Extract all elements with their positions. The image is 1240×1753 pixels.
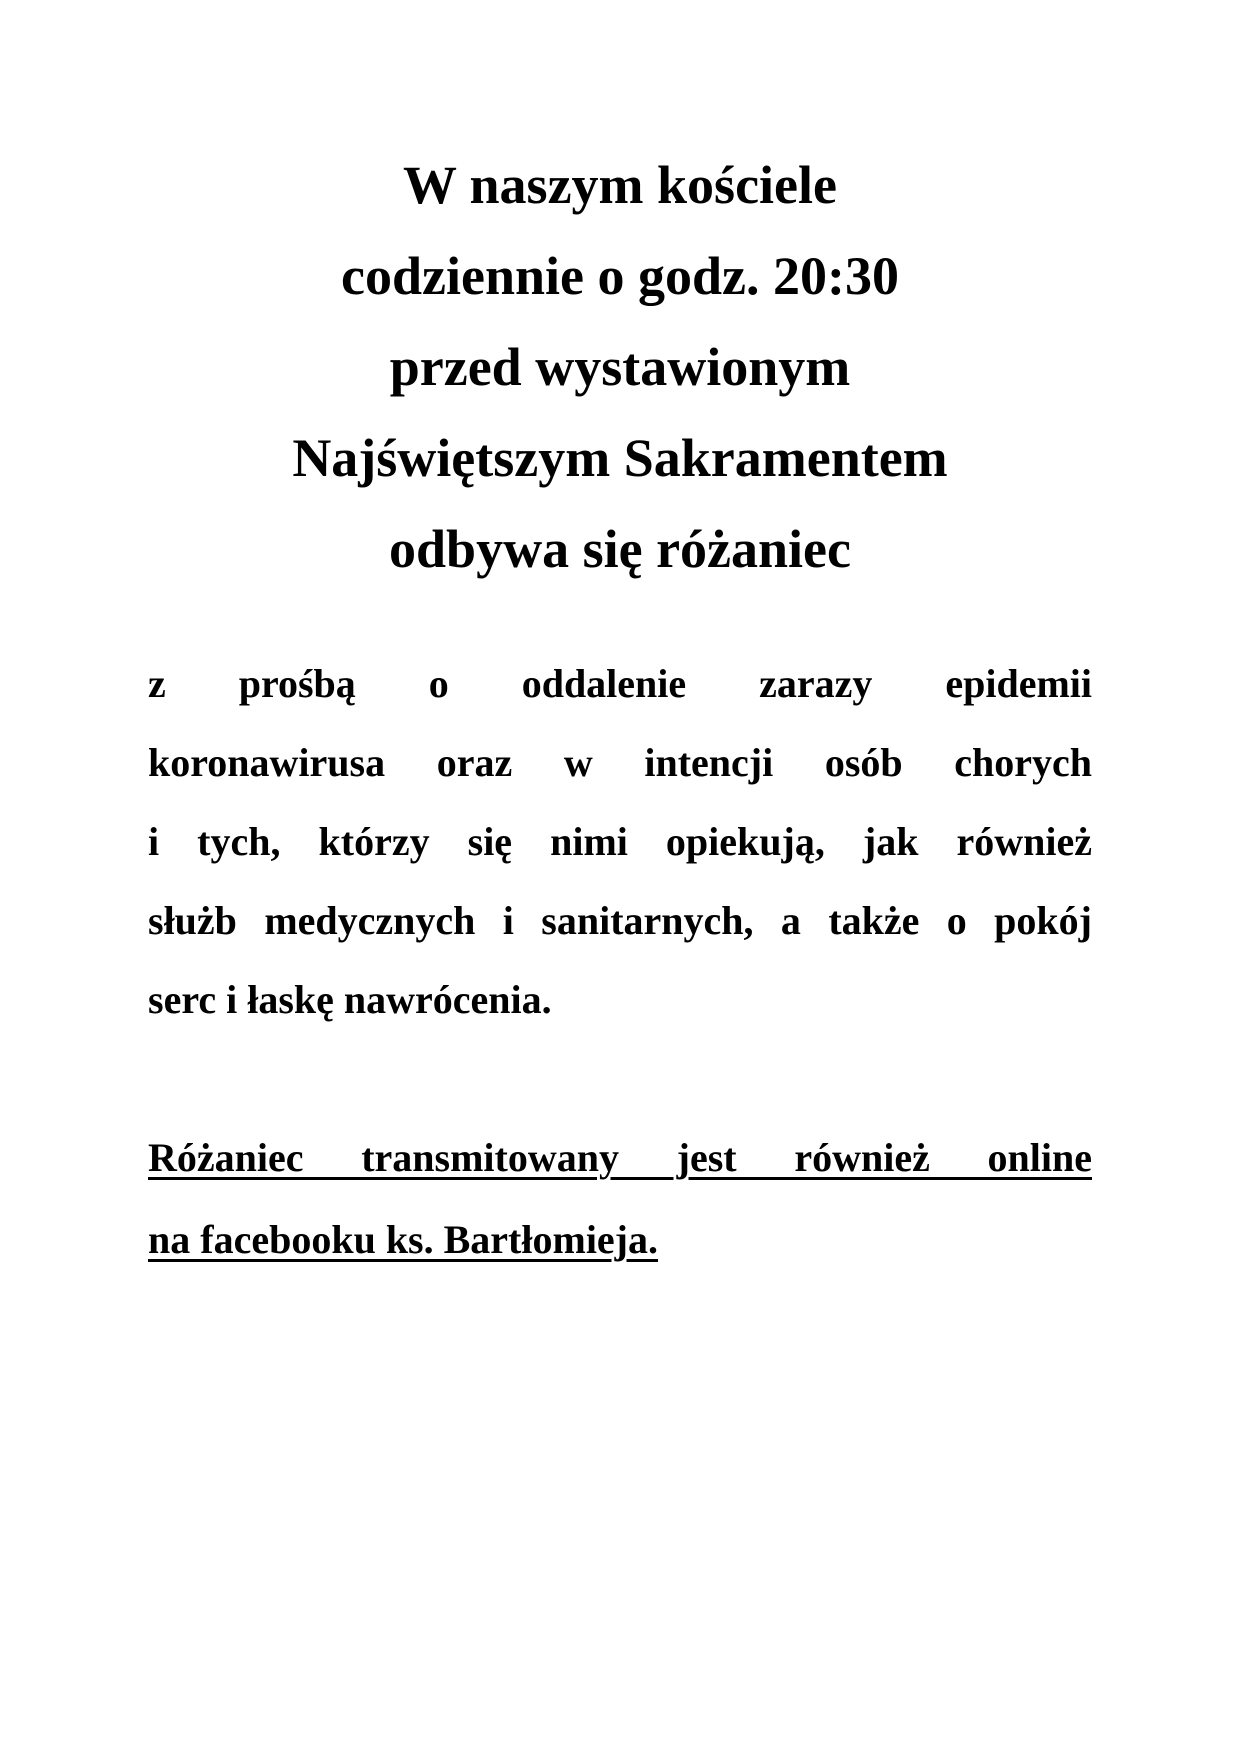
heading-line-2: codziennie o godz. 20:30 — [341, 246, 899, 306]
online-broadcast-notice — [148, 1126, 1092, 1290]
body-line-1: z prośbą o oddalenie zarazy epidemii — [148, 661, 1092, 706]
heading-line-5: odbywa się różaniec — [389, 519, 851, 579]
intention-paragraph — [148, 652, 1092, 1047]
body-line-5: serc i łaskę nawrócenia. — [148, 977, 552, 1022]
heading-line-3: przed wystawionym — [389, 337, 851, 397]
body-line-3: i tych, którzy się nimi opiekują, jak również — [148, 819, 1092, 864]
body-line-2: koronawirusa oraz w intencji osób chorych — [148, 740, 1092, 785]
announcement-heading — [0, 150, 1240, 605]
heading-line-1: W naszym kościele — [403, 155, 837, 215]
heading-line-4: Najświętszym Sakramentem — [292, 428, 948, 488]
body-line-4: służb medycznych i sanitarnych, a także o pokój — [148, 898, 1092, 943]
notice-line-1: Różaniec transmitowany jest również online — [148, 1135, 1092, 1180]
notice-line-2: na facebooku ks. Bartłomieja. — [148, 1217, 658, 1262]
